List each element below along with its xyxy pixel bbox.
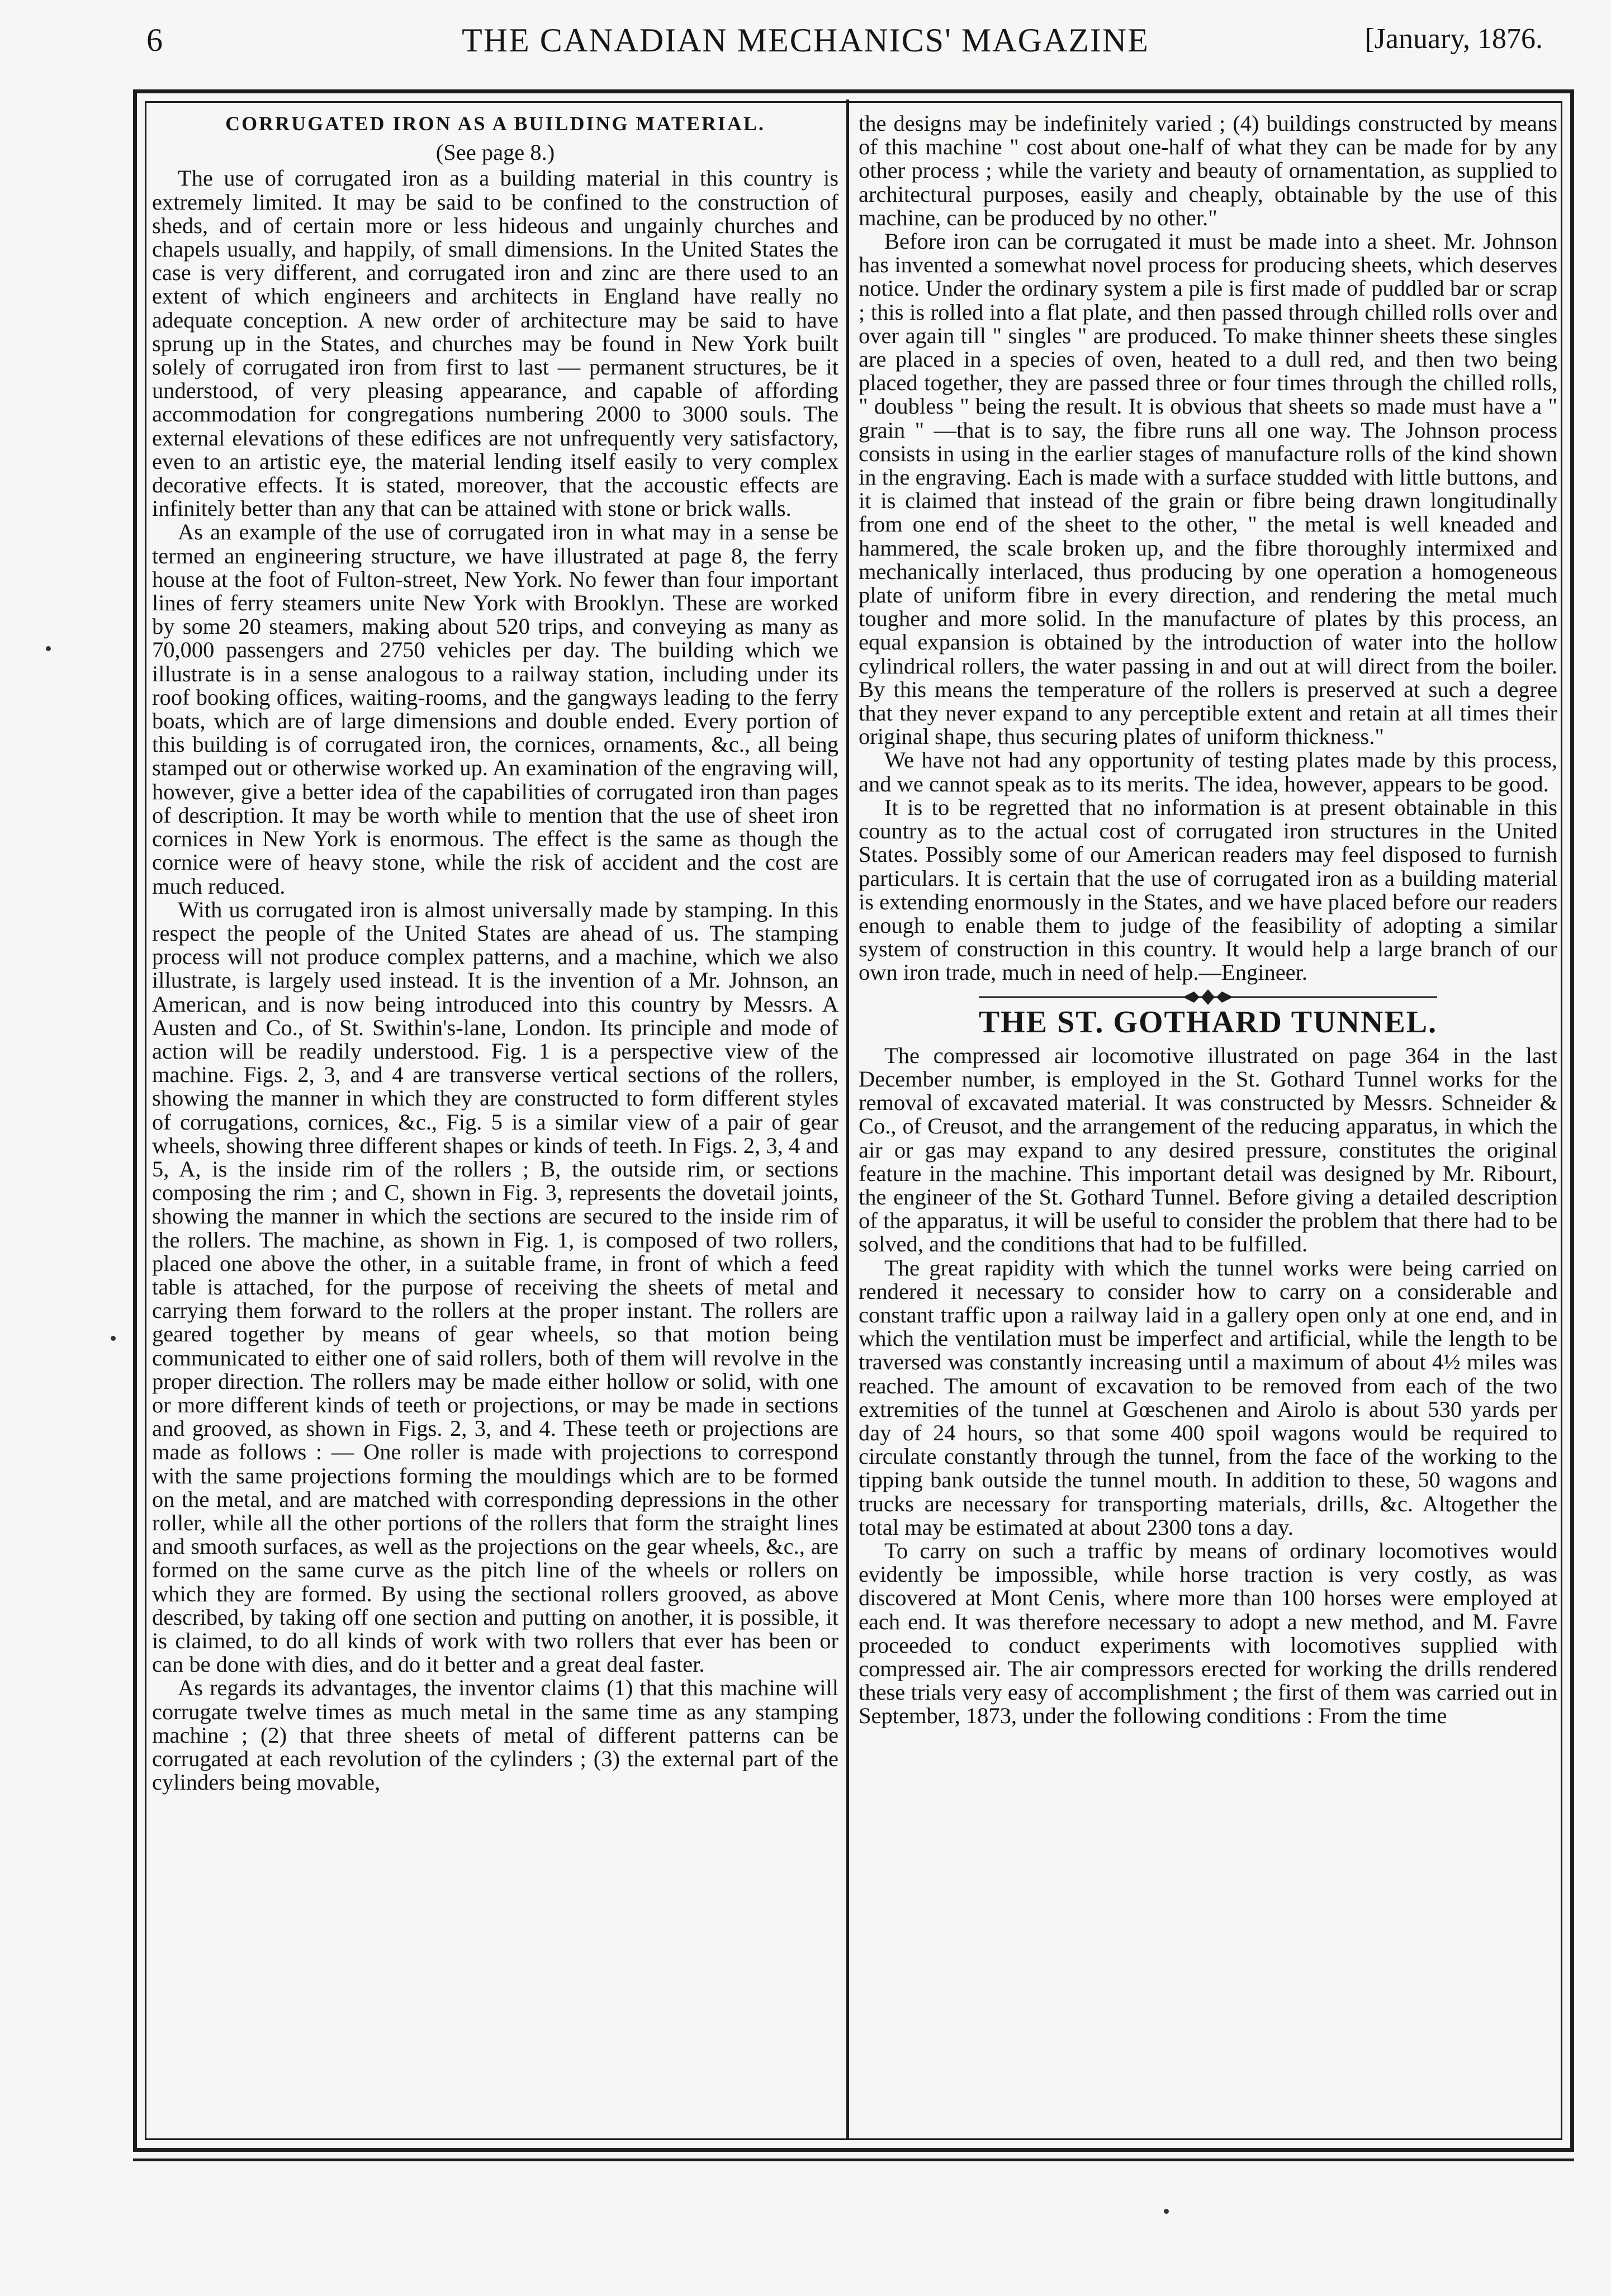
left-column bbox=[152, 112, 838, 1794]
margin-speck bbox=[111, 1336, 116, 1341]
article-title-corrugated-iron: CORRUGATED IRON AS A BUILDING MATERIAL. bbox=[225, 112, 765, 135]
margin-speck bbox=[1164, 2209, 1169, 2214]
article-paragraph: It is to be regretted that no information is at present obtainable in this country as to the actual cost of corrugated iron structures in the United States. Possibly some of our American readers may feel disposed to furnish particulars. It is certain that the use of corrugated iron as a building material is extending enormously in the States, and we have placed before our readers enough to enable them to judge of the feasibility of adopting a similar system of construction in this country. It would help a large branch of our own iron trade, much in need of help.—Engineer. bbox=[859, 794, 1557, 985]
article-paragraph: We have not had any opportunity of testing plates made by this process, and we cannot speak as to its merits. The idea, however, appears to be good. bbox=[859, 747, 1557, 796]
article-paragraph: With us corrugated iron is almost universally made by stamping. In this respect the people of the United States are ahead of us. The stamping process will not produce complex patterns, and a machine, which we also illustrate, is largely used instead. It is the invention of a Mr. Johnson, an American, and is now being introduced into this country by Messrs. A Austen and Co., of St. Swithin's-lane, London. Its principle and mode of action will be readily understood. Fig. 1 is a perspective view of the machine. Figs. 2, 3, and 4 are transverse vertical sections of the rollers, showing the manner in which they are constructed to form different styles of corrugations, cornices, &c., Fig. 5 is a similar view of a pair of gear wheels, showing three different shapes or kinds of teeth. In Figs. 2, 3, 4 and 5, A, is the inside rim of the rollers ; B, the outside rim, or sections composing the rim ; and C, shown in Fig. 3, represents the dovetail joints, showing the manner in which the sections are secured to the inside rim of the rollers. The machine, as shown in Fig. 1, is composed of two rollers, placed one above the other, in a suitable frame, in front of which a feed table is attached, for the purpose of receiving the sheets of metal and carrying them forward to the rollers at the proper instant. The rollers are geared together by means of gear wheels, so that motion being communicated to either one of said rollers, both of them will revolve in the proper direction. The rollers may be made either hollow or solid, with one or more different kinds of teeth or projections, or may be made in sections and grooved, as shown in Figs. 2, 3, and 4. These teeth or projections are made as follows : — One roller is made with projections to correspond with the same projections forming the mouldings which are to be formed on the metal, and are matched with corresponding depressions in the other roller, while all the other portions of the rollers that form the straight lines and smooth surfaces, as well as the projections on the gear wheels, &c., are formed on the same curve as the pitch line of the wheels or rollers on which they are formed. By using the sectional rollers grooved, as above described, by taking off one section and putting on another, it is possible, it is claimed, to do all kinds of work with two rollers that ever has been or can be done with dies, and do it better and a great deal faster. bbox=[152, 896, 838, 1677]
article-title-st-gothard-tunnel: THE ST. GOTHARD TUNNEL. bbox=[978, 1004, 1438, 1040]
article-paragraph: To carry on such a traffic by means of ordinary locomotives would evidently be impossible, while horse traction is very costly, as was discovered at Mont Cenis, where more than 100 horses were employed at each end. It was therefore necessary to adopt a new method, and M. Favre proceeded to conduct experiments with locomotives supplied with compressed air. The air compressors erected for working the drills rendered these trials very easy of accomplishment ; the first of them was carried out in September, 1873, under the following conditions : From the time bbox=[859, 1538, 1557, 1729]
article-paragraph: The great rapidity with which the tunnel works were being carried on rendered it necessary to consider how to carry on a considerable and constant traffic upon a railway laid in a gallery open only at one end, and in which the ventilation must be imperfect and artificial, while the length to be traversed was constantly increasing until a maximum of about 4½ miles was reached. The amount of excavation to be removed from each of the two extremities of the tunnel at Gœschenen and Airolo is about 530 yards per day of 24 hours, so that some 400 spoil wagons would be required to circulate constantly through the tunnel, from the face of the working to the tipping bank outside the tunnel mouth. In addition to these, 50 wagons and trucks are necessary for transporting materials, drills, &c. Altogether the total may be estimated at about 2300 tons a day. bbox=[859, 1255, 1557, 1540]
right-column bbox=[859, 112, 1557, 1728]
issue-date: [January, 1876. bbox=[1364, 23, 1543, 55]
margin-speck bbox=[46, 646, 51, 651]
article-paragraph: The compressed air locomotive illustrated on page 364 in the last December number, is employed in the St. Gothard Tunnel works for the removal of excavated material. It was constructed by Messrs. Schneider & Co., of Creusot, and the arrangement of the reducing apparatus, in which the air or gas may expand to any desired pressure, constitutes the original feature in the machine. This important detail was designed by Mr. Ribourt, the engineer of the St. Gothard Tunnel. Before giving a detailed description of the apparatus, it will be useful to consider the problem that there had to be solved, and the conditions that had to be fulfilled. bbox=[859, 1042, 1557, 1257]
page-header bbox=[0, 21, 1611, 66]
article-paragraph: As regards its advantages, the inventor claims (1) that this machine will corrugate twelve times as much metal in the same time as any stamping machine ; (2) that three sheets of metal of different patterns can be corrugated at each revolution of the cylinders ; (3) the external part of the cylinders being movable, bbox=[152, 1675, 838, 1795]
ornament-rule-icon bbox=[979, 987, 1437, 1007]
see-page-note: (See page 8.) bbox=[435, 140, 555, 165]
article-paragraph: the designs may be indefinitely varied ; (4) buildings constructed by means of this machine " cost about one-half of what they can be made for by any other process ; while the variety and beauty of ornamentation, as supplied to architectural purposes, easily and cheaply, obtainable by the use of this machine, can be produced by no other." bbox=[859, 111, 1557, 230]
magazine-title: THE CANADIAN MECHANICS' MAGAZINE bbox=[462, 22, 1149, 59]
article-paragraph: Before iron can be corrugated it must be made into a sheet. Mr. Johnson has invented a somewhat novel process for producing sheets, which deserves notice. Under the ordinary system a pile is first made of puddled bar or scrap ; this is rolled into a flat plate, and then passed through chilled rolls over and over again till " singles " are produced. To make thinner sheets these singles are placed in a species of oven, heated to a dull red, and then two being placed together, they are passed three or four times through the chilled rolls, " doubless " being the result. It is obvious that sheets so made must have a " grain " —that is to say, the fibre runs all one way. The Johnson process consists in using in the earlier stages of manufacture rolls of the kind shown in the engraving. Each is made with a surface studded with little buttons, and it is claimed that instead of the grain or fibre being drawn longitudinally from one end of the sheet to the other, " the metal is well kneaded and hammered, the scale broken up, and the fibre thoroughly intermixed and mechanically interlaced, thus producing by one operation a homogeneous plate of uniform fibre in every direction, and rendering the metal much tougher and more solid. In the manufacture of plates by this process, an equal expansion is obtained by the introduction of water into the hollow cylindrical rollers, the water passing in and out at will direct from the boiler. By this means the temperature of the rollers is preserved at such a degree that they never expand to any perceptible extent and retain at all times their original shape, thus securing plates of uniform thickness." bbox=[859, 229, 1557, 749]
column-divider bbox=[846, 99, 849, 2138]
page-number: 6 bbox=[146, 22, 163, 58]
section-ornament bbox=[859, 987, 1557, 1007]
article-paragraph: The use of corrugated iron as a building material in this country is extremely limited. It may be said to be confined to the construction of sheds, and of certain more or less hideous and ungainly churches and chapels usually, and happily, of small dimensions. In the United States the case is very different, and corrugated iron and zinc are there used to an extent of which engineers and architects in England have really no adequate conception. A new order of architecture may be said to have sprung up in the States, and churches may be found in New York built solely of corrugated iron from first to last — permanent structures, be it understood, of very pleasing appearance, and capable of affording accommodation for congregations numbering 2000 to 3000 souls. The external elevations of these edifices are not unfrequently very satisfactory, even to an artistic eye, the material lending itself easily to very complex decorative effects. It is stated, moreover, that the accoustic effects are infinitely better than any that can be attained with stone or brick walls. bbox=[152, 165, 838, 521]
article-paragraph: As an example of the use of corrugated iron in what may in a sense be termed an engineering structure, we have illustrated at page 8, the ferry house at the foot of Fulton-street, New York. No fewer than four important lines of ferry steamers unite New York with Brooklyn. These are worked by some 20 steamers, making about 520 trips, and conveying as many as 70,000 passengers and 2750 vehicles per day. The building which we illustrate is in a sense analogous to a railway station, including under its roof booking offices, waiting-rooms, and the gangways leading to the ferry boats, which are of large dimensions and double ended. Every portion of this building is of corrugated iron, the cornices, ornaments, &c., all being stamped out or otherwise worked up. An examination of the engraving will, however, give a better idea of the capabilities of corrugated iron than pages of description. It may be worth while to mention that the use of sheet iron cornices in New York is enormous. The effect is the same as though the cornice were of heavy stone, while the risk of accident and the cost are much reduced. bbox=[152, 519, 838, 899]
bottom-rule bbox=[133, 2159, 1574, 2161]
